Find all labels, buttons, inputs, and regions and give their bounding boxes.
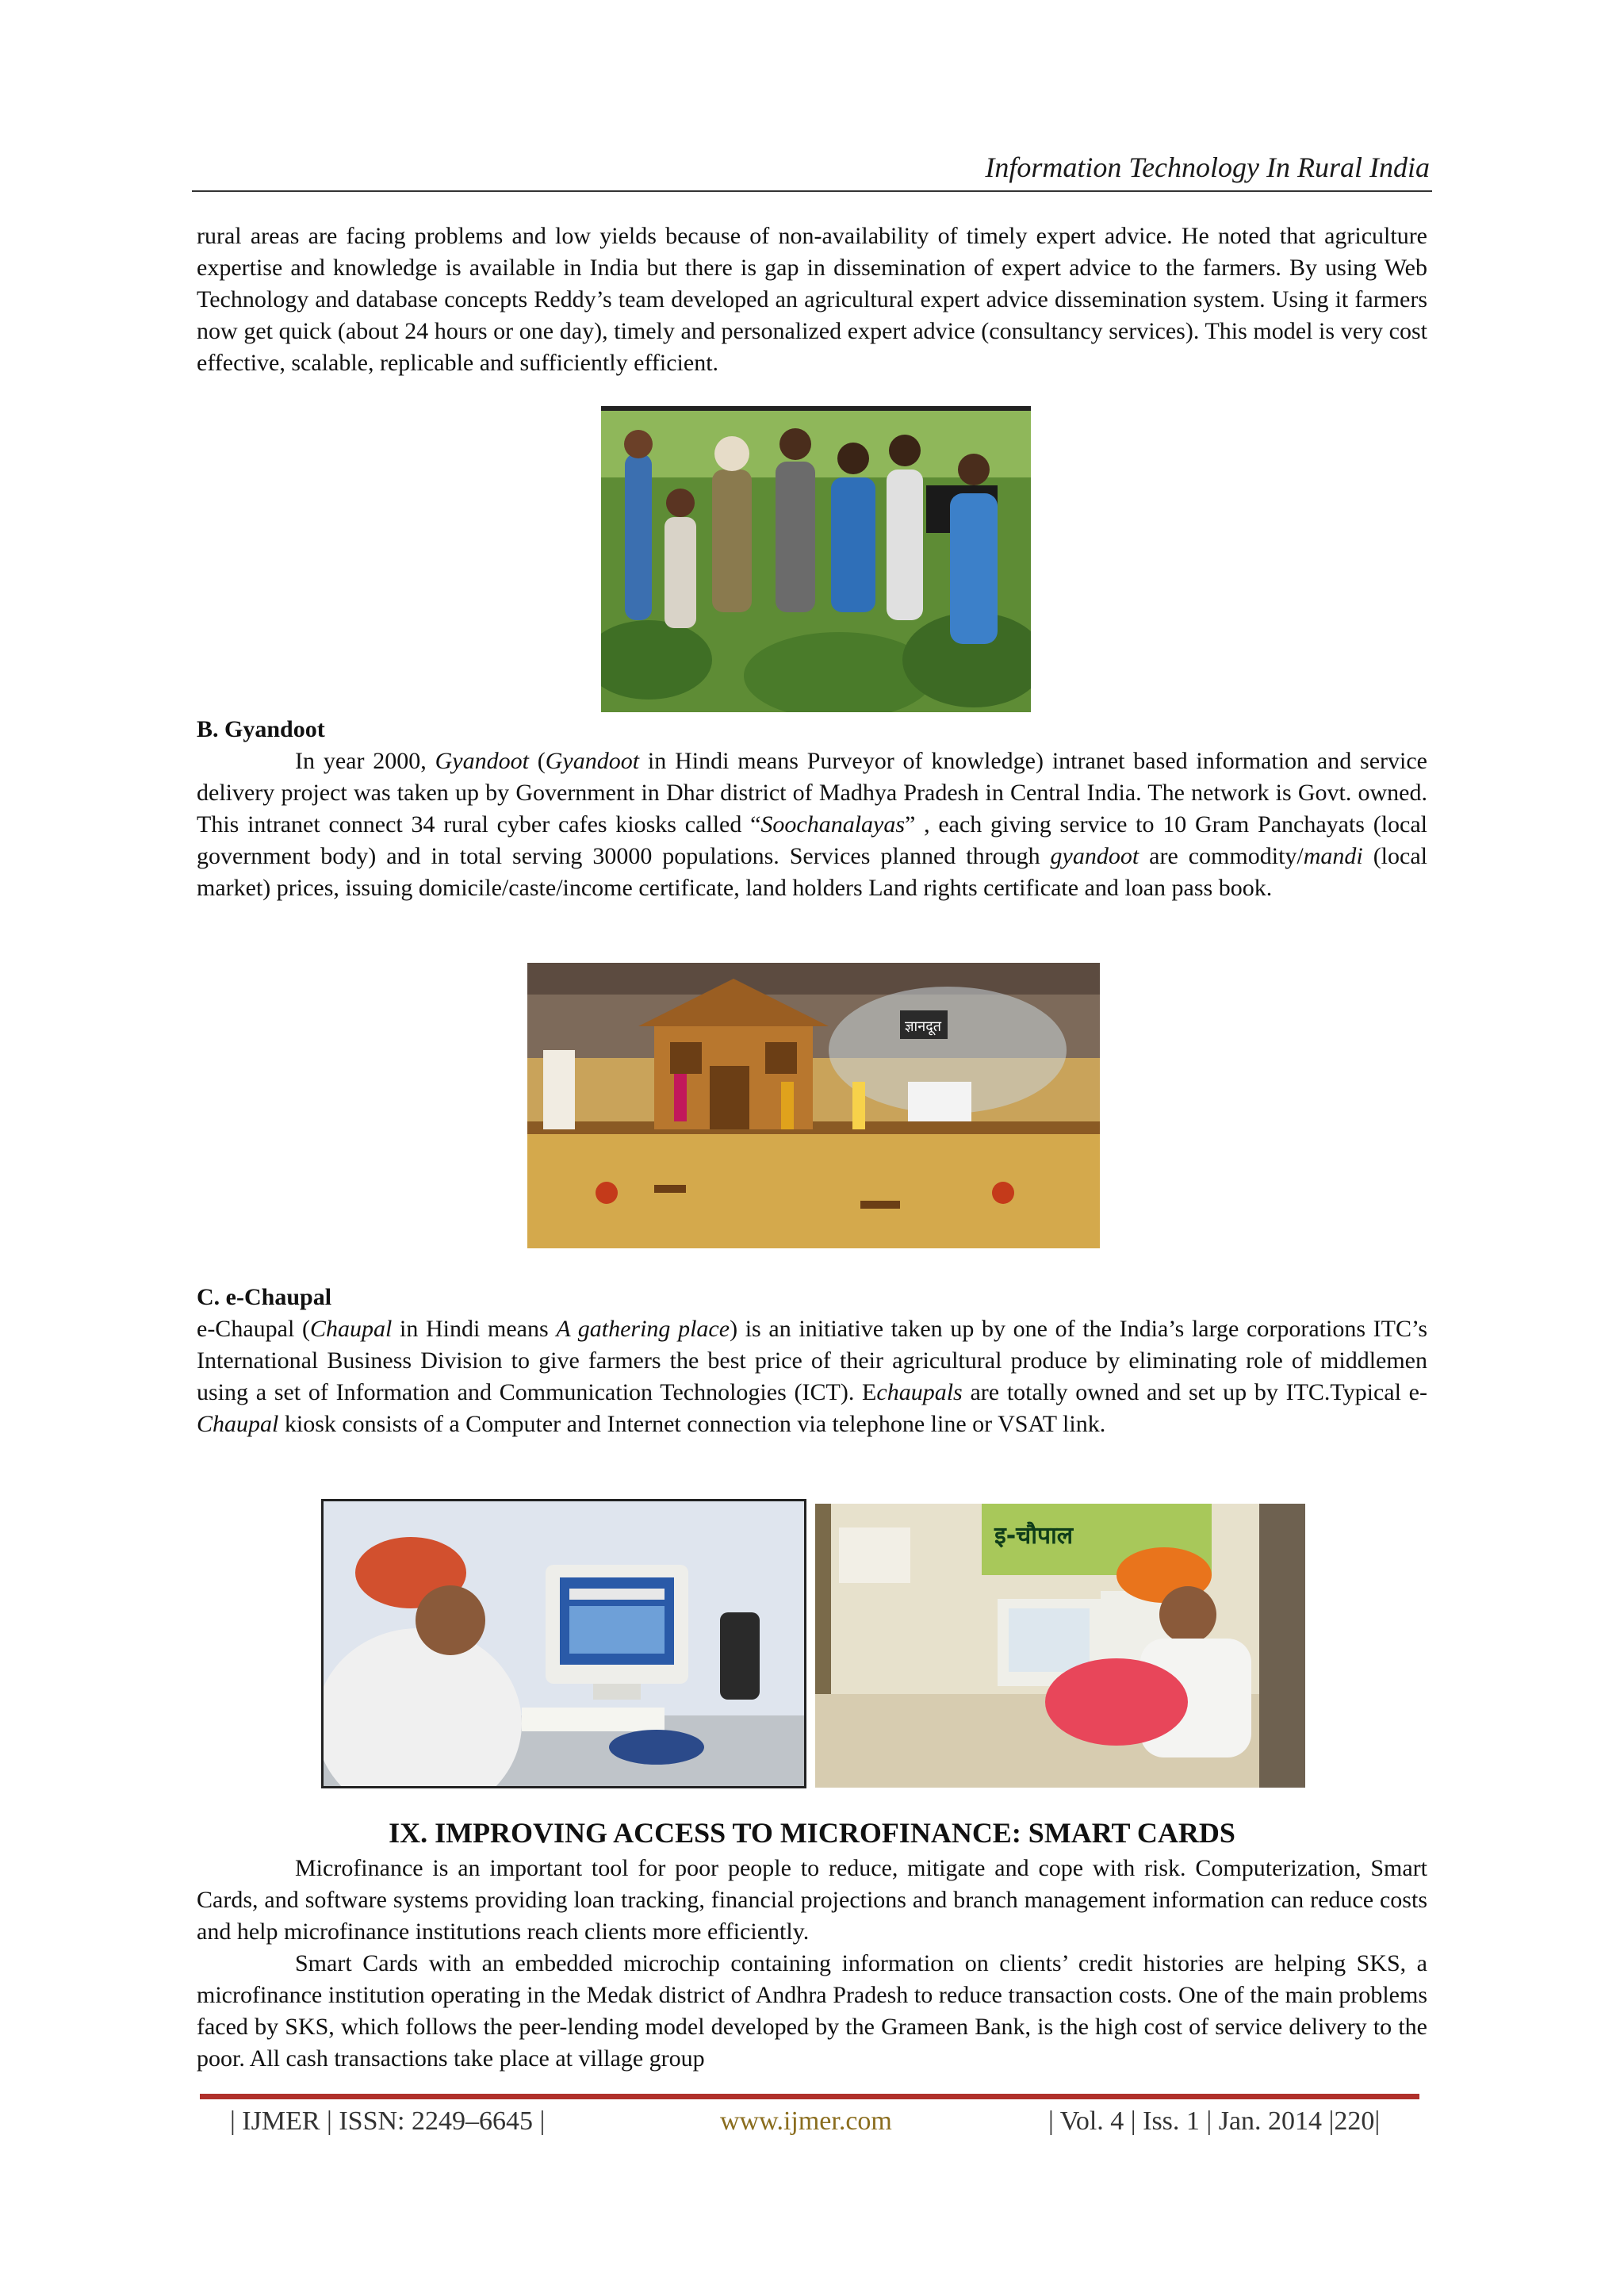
echaupal-kiosk-photo [815,1504,1305,1788]
gyandoot-tableau-photo [527,963,1100,1248]
farmers-field-illustration [601,406,1031,712]
section-heading: B. Gyandoot [197,716,325,742]
page-footer [0,2106,1624,2146]
running-header: Information Technology In Rural India [985,151,1430,183]
section-echaupal [197,1282,1427,1440]
echaupal-sign: इ-चौपाल [994,1522,1074,1550]
farmers-field-photo [601,406,1031,712]
farmer-computer-photo [321,1499,806,1788]
intro-text: rural areas are facing problems and low yields because of non-availability of timely expert advice. He noted that agriculture expertise and knowledge is available in India but there is gap in dissemination of expert advice to the farmers. By using Web Technology and database concepts Reddy’s team developed an agricultural expert advice dissemination system. Using it farmers now get quick (about 24 hours or one day), timely and personalized expert advice (consultancy services). This model is very cost effective, scalable, replicable and sufficiently efficient. [197,223,1427,376]
microfinance-paragraph-2: Smart Cards with an embedded microchip containing information on clients’ credit histories are helping SKS, a microfinance institution operating in the Medak district of Andhra Pradesh to reduce transaction costs. One of the main problems faced by SKS, which follows the peer-lending model developed by the Grameen Bank, is the high cost of service delivery to the poor. All cash transactions take place at village group [197,1950,1427,2072]
header-rule [192,190,1432,192]
section-body: In year 2000, Gyandoot (Gyandoot in Hindi means Purveyor of knowledge) intranet based information and service delivery project was taken up by Government in Dhar district of Madhya Pradesh in Central India. The network is Govt. owned. This intranet connect 34 rural cyber cafes kiosks called “Soochanalayas” , each giving service to 10 Gram Panchayats (local government body) and in total serving 30000 populations. Services planned through gyandoot are commodity/mandi (local market) prices, issuing domicile/caste/income certificate, land holders Land rights certificate and loan pass book. [197,748,1427,901]
section-heading: C. e-Chaupal [197,1284,332,1310]
gyandoot-sign: ज्ञानदूत [905,1018,942,1035]
microfinance-paragraph-1: Microfinance is an important tool for poor people to reduce, mitigate and cope with risk. Computerization, Smart Cards, and software systems providing loan tracking, financial projections and branch management information can reduce costs and help microfinance institutions reach clients more efficiently. [197,1855,1427,1945]
intro-paragraph [197,220,1427,379]
farmer-computer-illustration [324,1501,804,1786]
section-ix-heading: IX. IMPROVING ACCESS TO MICROFINANCE: SMART CARDS [389,1817,1235,1849]
section-microfinance [197,1853,1427,2075]
footer-journal-issn: | IJMER | ISSN: 2249–6645 | [230,2106,546,2136]
echaupal-kiosk-illustration [815,1504,1305,1788]
footer-volume-page: | Vol. 4 | Iss. 1 | Jan. 2014 |220| [1048,2106,1381,2136]
footer-rule [200,2094,1419,2099]
section-body: e-Chaupal (Chaupal in Hindi means A gathering place) is an initiative taken up by one of the India’s large corporations ITC’s International Business Division to give farmers the best price of their agricultural produce by eliminating role of middlemen using a set of Information and Communication Technologies (ICT). Echaupals are totally owned and set up by ITC.Typical e-Chaupal kiosk consists of a Computer and Internet connection via telephone line or VSAT link. [197,1316,1427,1437]
gyandoot-tableau-illustration [527,963,1100,1248]
footer-website-link[interactable]: www.ijmer.com [720,2106,892,2136]
section-gyandoot [197,714,1427,904]
